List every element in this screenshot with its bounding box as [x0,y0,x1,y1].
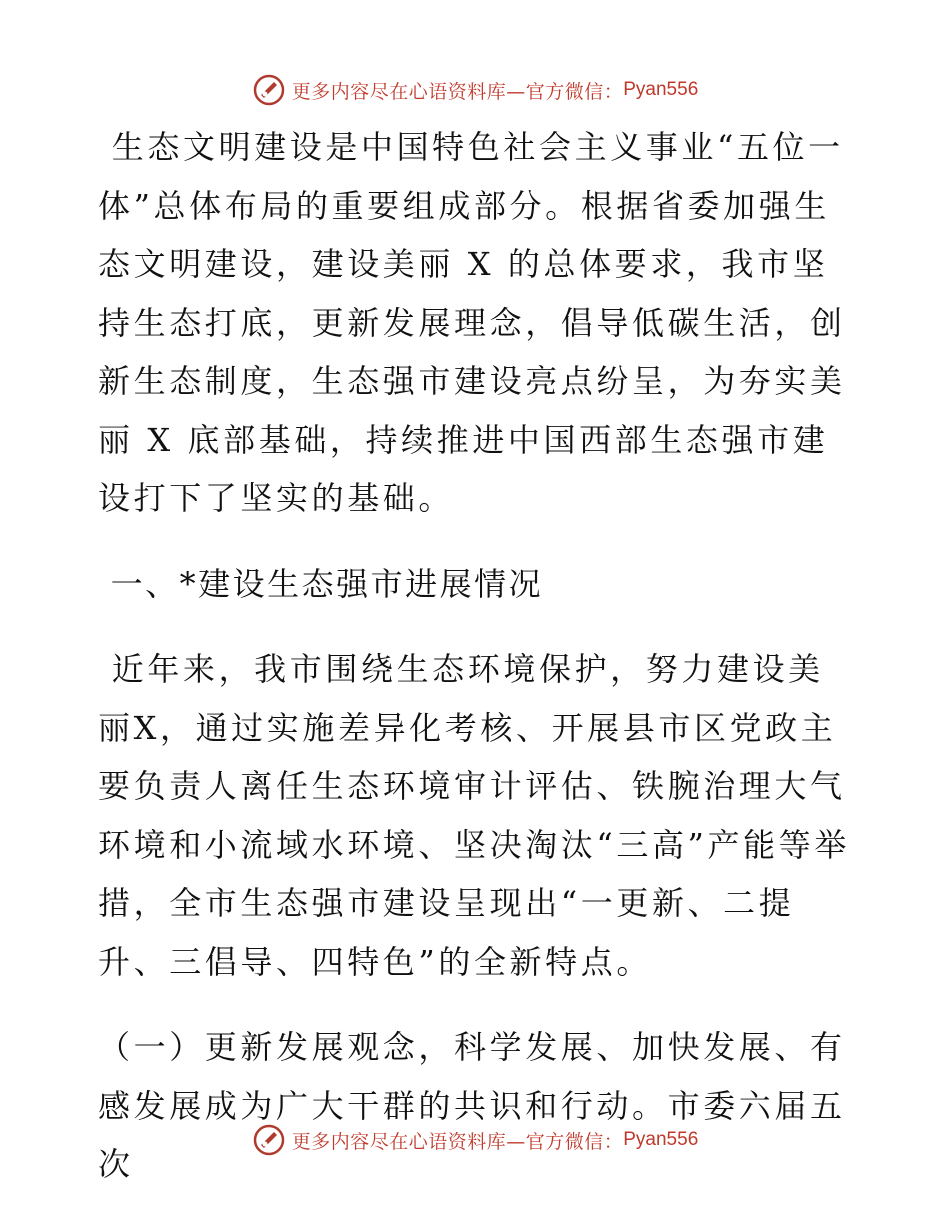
watermark-header [0,70,950,110]
watermark-text: 更多内容尽在心语资料库—官方微信： [291,80,624,103]
paragraph-intro: 生态文明建设是中国特色社会主义事业“五位一体”总体布局的重要组成部分。根据省委加强生态文明建设，建设美丽 X 的总体要求，我市坚持生态打底，更新发展理念，倡导低碳生活，创新生态制度，生态强市建设亮点纷呈，为夯实美丽 X 底部基础，持续推进中国西部生态强市建设打下了坚实的基础。 [98,128,846,517]
watermark-handle: Pyan556 [623,79,699,100]
logo-icon [252,1123,286,1157]
watermark-footer [0,1120,950,1160]
watermark-text: 更多内容尽在心语资料库—官方微信： [291,1130,624,1153]
paragraph-progress: 近年来，我市围绕生态环境保护，努力建设美丽X，通过实施差异化考核、开展县市区党政主要负责人离任生态环境审计评估、铁腕治理大气环境和小流域水环境、坚决淘汰“三高”产能等举措，全市生态强市建设呈现出“一更新、二提升、三倡导、四特色”的全新特点。 [98,650,850,981]
section-heading: 一、*建设生态强市进展情况 [98,564,544,603]
paragraph-subsection-1: （一）更新发展观念，科学发展、加快发展、有感发展成为广大干群的共识和行动。市委六届五次 [98,1028,846,1183]
logo-icon [252,73,286,107]
watermark-handle: Pyan556 [623,1129,699,1150]
document-body [98,118,858,1194]
